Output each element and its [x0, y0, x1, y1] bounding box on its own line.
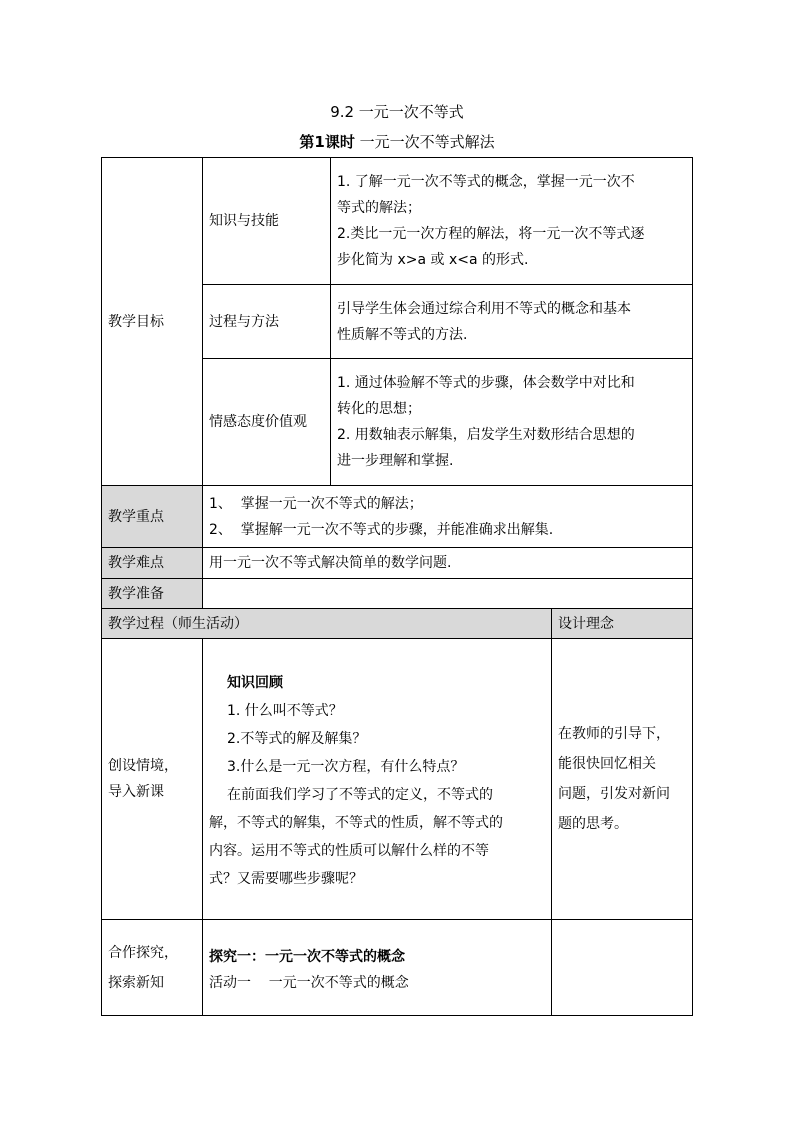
knowledge-line: 等式的解法；: [337, 200, 421, 216]
period-title: [0, 132, 794, 152]
intro-label-line: 导入新课: [108, 784, 164, 800]
explore-activity: 活动一 一元一次不等式的概念: [209, 974, 409, 991]
process-header-row: [102, 609, 693, 639]
intro-design-line: 题的思考。: [558, 816, 628, 832]
design-header-label: 设计理念: [552, 609, 693, 639]
knowledge-line: 2.类比一元一次方程的解法，将一元一次不等式逐: [337, 226, 645, 242]
explore-content: [203, 920, 552, 1016]
knowledge-line: 1. 了解一元一次不等式的概念，掌握一元一次不: [337, 174, 635, 190]
intro-row: [102, 639, 693, 920]
knowledge-content: [331, 158, 693, 285]
key-points-label: 教学重点: [102, 486, 203, 548]
period-name: 一元一次不等式解法: [354, 133, 495, 151]
attitude-line: 1. 通过体验解不等式的步骤，体会数学中对比和: [337, 375, 635, 391]
preparation-row: [102, 579, 693, 609]
intro-label-line: 创设情境，: [108, 758, 178, 774]
explore-design: [552, 920, 693, 1016]
lesson-title: 9.2 一元一次不等式: [330, 103, 464, 121]
key-point-line: 1、 掌握一元一次不等式的解法；: [209, 495, 423, 512]
lesson-plan-table: [101, 157, 693, 1016]
intro-design-line: 在教师的引导下，: [558, 726, 670, 742]
intro-question: 2.不等式的解及解集？: [227, 731, 367, 747]
attitude-label: 情感态度价值观: [203, 359, 331, 486]
preparation-label: 教学准备: [102, 579, 203, 609]
preparation-content: [203, 579, 693, 609]
explore-heading: 探究一：一元一次不等式的概念: [209, 948, 405, 965]
knowledge-line: 步化简为 x>a 或 x<a 的形式.: [337, 252, 529, 268]
intro-design: [552, 639, 693, 920]
intro-paragraph-line: 内容。运用不等式的性质可以解什么样的不等: [209, 843, 489, 859]
attitude-line: 转化的思想；: [337, 401, 421, 417]
objectives-label: 教学目标: [102, 158, 203, 486]
intro-content: [203, 639, 552, 920]
key-points-row: [102, 486, 693, 548]
key-point-line: 2、 掌握解一元一次不等式的步骤，并能准确求出解集.: [209, 521, 554, 538]
process-line: 性质解不等式的方法.: [337, 326, 468, 343]
key-points-content: [203, 486, 693, 548]
explore-row: [102, 920, 693, 1016]
intro-question: 1. 什么叫不等式？: [227, 703, 343, 719]
difficulty-content: 用一元一次不等式解决简单的数学问题.: [203, 548, 693, 579]
attitude-line: 进一步理解和掌握.: [337, 453, 454, 469]
process-label: 过程与方法: [203, 285, 331, 359]
intro-question: 3.什么是一元一次方程，有什么特点？: [227, 759, 465, 775]
intro-paragraph-line: 解，不等式的解集，不等式的性质，解不等式的: [209, 815, 503, 831]
objective-knowledge-row: [102, 158, 693, 285]
difficulty-label: 教学难点: [102, 548, 203, 579]
difficulty-row: [102, 548, 693, 579]
process-line: 引导学生体会通过综合利用不等式的概念和基本: [337, 300, 631, 317]
explore-label-line: 合作探究，: [108, 944, 178, 961]
explore-label: [102, 920, 203, 1016]
process-content: [331, 285, 693, 359]
explore-label-line: 探索新知: [108, 974, 164, 991]
intro-heading: 知识回顾: [227, 675, 283, 691]
period-label: 第1课时: [299, 133, 355, 151]
intro-design-line: 问题，引发对新问: [558, 786, 670, 802]
knowledge-label: 知识与技能: [203, 158, 331, 285]
attitude-content: [331, 359, 693, 486]
intro-design-line: 能很快回忆相关: [558, 756, 656, 772]
intro-paragraph-line: 在前面我们学习了不等式的定义，不等式的: [227, 787, 493, 803]
process-header-label: 教学过程（师生活动）: [102, 609, 552, 639]
intro-paragraph-line: 式？又需要哪些步骤呢？: [209, 871, 363, 887]
intro-label: [102, 639, 203, 920]
attitude-line: 2. 用数轴表示解集，启发学生对数形结合思想的: [337, 427, 635, 443]
